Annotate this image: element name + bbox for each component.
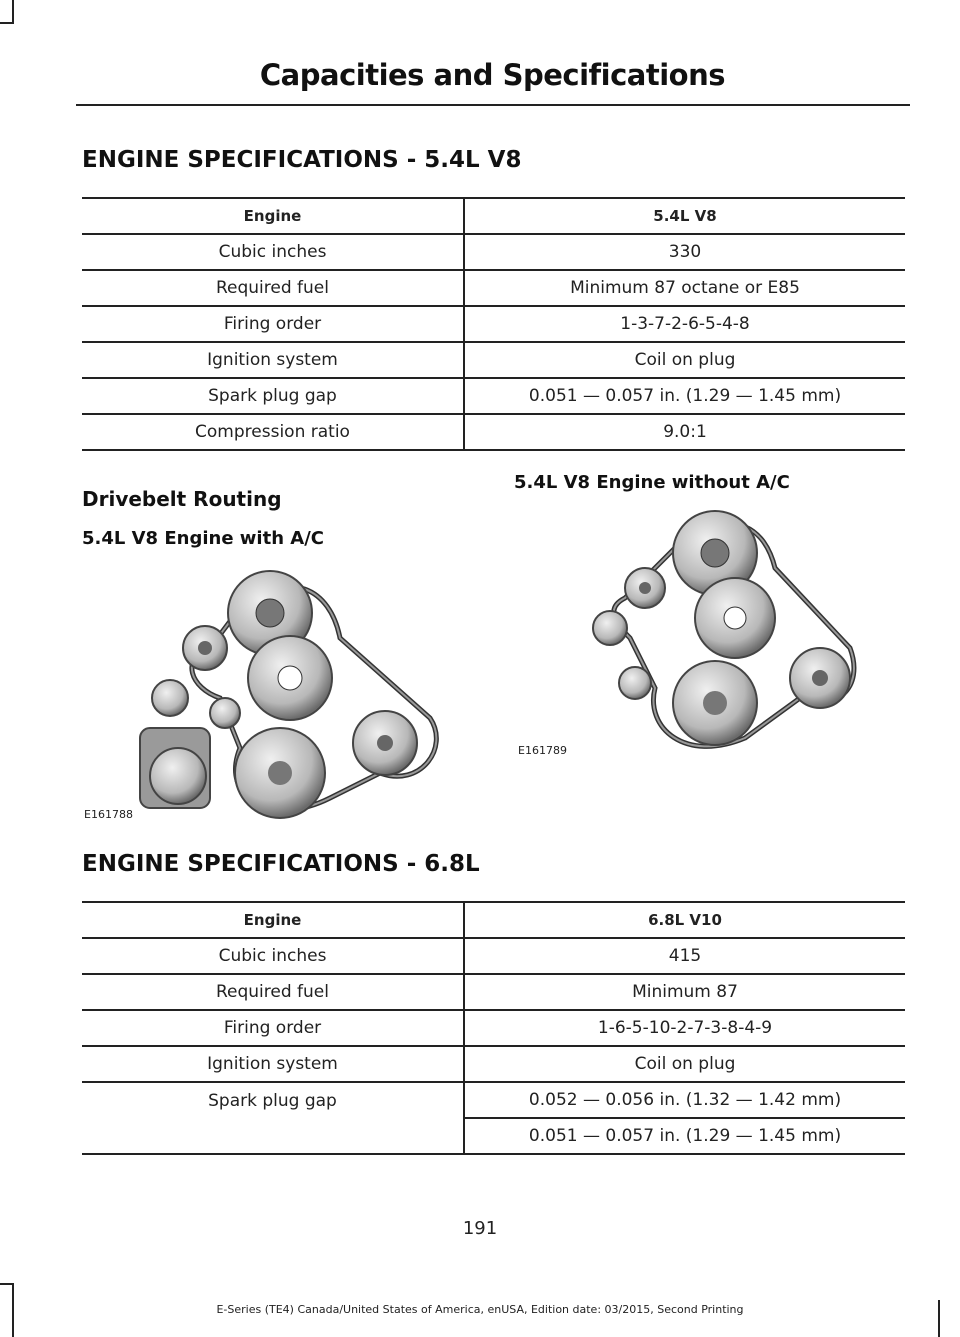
drivebelt-diagram-without-ac [575, 498, 875, 766]
table-cell-label: Firing order [82, 1010, 464, 1046]
table-row [82, 342, 905, 378]
edition-footer: E-Series (TE4) Canada/United States of America, enUSA, Edition date: 03/2015, Second Printing [216, 1303, 744, 1316]
table-cell-value: 0.051 — 0.057 in. (1.29 — 1.45 mm) [464, 1118, 905, 1154]
table-cell-value: 0.052 — 0.056 in. (1.32 — 1.42 mm) [464, 1082, 905, 1118]
table-cell-label [82, 1118, 464, 1154]
belt-routing-illustration [130, 548, 460, 828]
table-row [82, 974, 905, 1010]
spec-table-5-4l [82, 197, 905, 451]
table-cell-label: Spark plug gap [82, 378, 464, 414]
table-header-cell: Engine [82, 198, 464, 234]
table-row [82, 938, 905, 974]
table-cell-label: Required fuel [82, 974, 464, 1010]
table-cell-value: 0.051 — 0.057 in. (1.29 — 1.45 mm) [464, 378, 905, 414]
figure-caption-with-ac: 5.4L V8 Engine with A/C [82, 528, 324, 549]
table-cell-value: Coil on plug [464, 1046, 905, 1082]
crop-mark-top-left-vertical [12, 0, 14, 22]
section-heading-6-8l: ENGINE SPECIFICATIONS - 6.8L [82, 851, 480, 877]
table-cell-value: Coil on plug [464, 342, 905, 378]
table-row [82, 1082, 905, 1118]
table-cell-label: Spark plug gap [82, 1082, 464, 1118]
table-cell-label: Cubic inches [82, 938, 464, 974]
table-row [82, 234, 905, 270]
table-cell-value: Minimum 87 [464, 974, 905, 1010]
figure-code-with-ac: E161788 [84, 808, 133, 821]
table-row [82, 414, 905, 450]
running-header-title: Capacities and Specifications [259, 58, 725, 92]
figure-caption-without-ac: 5.4L V8 Engine without A/C [514, 472, 790, 493]
drivebelt-diagram-with-ac [130, 548, 460, 828]
table-cell-label: Cubic inches [82, 234, 464, 270]
section-heading-5-4l: ENGINE SPECIFICATIONS - 5.4L V8 [82, 147, 522, 173]
table-header-cell: 6.8L V10 [464, 902, 905, 938]
table-cell-label: Ignition system [82, 1046, 464, 1082]
drivebelt-routing-heading: Drivebelt Routing [82, 487, 282, 511]
table-header-cell: Engine [82, 902, 464, 938]
table-cell-value: 1-3-7-2-6-5-4-8 [464, 306, 905, 342]
spec-table-6-8l [82, 901, 905, 1155]
table-row [82, 270, 905, 306]
table-row [82, 1046, 905, 1082]
table-cell-label: Firing order [82, 306, 464, 342]
table-header-row [82, 902, 905, 938]
table-cell-value: Minimum 87 octane or E85 [464, 270, 905, 306]
table-row [82, 1118, 905, 1154]
table-row [82, 1010, 905, 1046]
header-rule [76, 104, 910, 106]
crop-mark-top-left-horizontal [0, 22, 14, 24]
table-header-cell: 5.4L V8 [464, 198, 905, 234]
table-row [82, 378, 905, 414]
table-cell-label: Ignition system [82, 342, 464, 378]
crop-mark-bottom-left-horizontal [0, 1283, 14, 1285]
belt-routing-illustration [575, 498, 875, 766]
table-cell-label: Compression ratio [82, 414, 464, 450]
page-number: 191 [462, 1218, 498, 1239]
table-cell-value: 1-6-5-10-2-7-3-8-4-9 [464, 1010, 905, 1046]
table-row [82, 306, 905, 342]
table-cell-value: 330 [464, 234, 905, 270]
table-cell-value: 415 [464, 938, 905, 974]
table-cell-label: Required fuel [82, 270, 464, 306]
table-cell-value: 9.0:1 [464, 414, 905, 450]
figure-code-without-ac: E161789 [518, 744, 567, 757]
table-header-row [82, 198, 905, 234]
